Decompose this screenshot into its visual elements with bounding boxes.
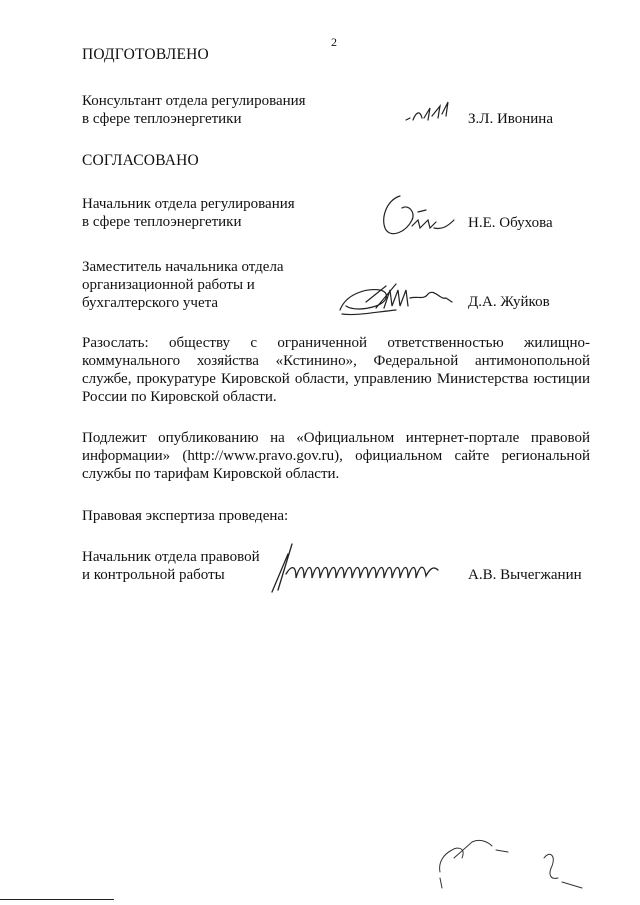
publication-line: службы по тарифам Кировской области. bbox=[82, 466, 340, 482]
position-line: и контрольной работы bbox=[82, 567, 225, 583]
distribution-line: коммунального хозяйства «Кстинино», Федеральной антимонопольной bbox=[82, 353, 590, 369]
distribution-line: Разослать: обществу с ограниченной ответственностью жилищно- bbox=[82, 335, 590, 351]
prepared-name: З.Л. Ивонина bbox=[468, 111, 553, 127]
agreed-signer-2-name: Д.А. Жуйков bbox=[468, 294, 550, 310]
agreed-signer-1-position bbox=[82, 195, 295, 231]
page-number: 2 bbox=[331, 35, 337, 49]
signature-vychegzhanin bbox=[258, 540, 454, 596]
distribution-line: службе, прокуратуре Кировской области, управлению Министерства юстиции bbox=[82, 371, 590, 387]
agreed-heading: СОГЛАСОВАНО bbox=[82, 152, 199, 169]
position-line: в сфере теплоэнергетики bbox=[82, 214, 242, 230]
handwritten-mark bbox=[432, 828, 592, 892]
publication-paragraph bbox=[82, 429, 590, 483]
footnote-rule bbox=[0, 899, 114, 900]
position-line: Начальник отдела правовой bbox=[82, 549, 260, 565]
position-line: Начальник отдела регулирования bbox=[82, 196, 295, 212]
prepared-position bbox=[82, 92, 306, 128]
legal-review-name: А.В. Вычегжанин bbox=[468, 567, 582, 583]
signature-ivonina bbox=[404, 98, 462, 128]
position-line: бухгалтерского учета bbox=[82, 295, 219, 311]
position-line: в сфере теплоэнергетики bbox=[82, 111, 242, 127]
position-line: Консультант отдела регулирования bbox=[82, 93, 306, 109]
distribution-paragraph bbox=[82, 334, 590, 406]
legal-review-position bbox=[82, 548, 260, 584]
publication-line: Подлежит опубликованию на «Официальном интернет-портале правовой bbox=[82, 430, 590, 446]
legal-review-statement: Правовая экспертиза проведена: bbox=[82, 508, 289, 524]
signature-zhuikov bbox=[336, 276, 462, 322]
agreed-signer-2-position bbox=[82, 258, 284, 312]
prepared-heading: ПОДГОТОВЛЕНО bbox=[82, 46, 209, 63]
distribution-line: России по Кировской области. bbox=[82, 389, 277, 405]
signature-obukhova bbox=[378, 190, 458, 240]
position-line: организационной работы и bbox=[82, 277, 255, 293]
position-line: Заместитель начальника отдела bbox=[82, 259, 284, 275]
agreed-signer-1-name: Н.Е. Обухова bbox=[468, 215, 553, 231]
publication-line: информации» (http://www.pravo.gov.ru), официальном сайте региональной bbox=[82, 448, 590, 464]
